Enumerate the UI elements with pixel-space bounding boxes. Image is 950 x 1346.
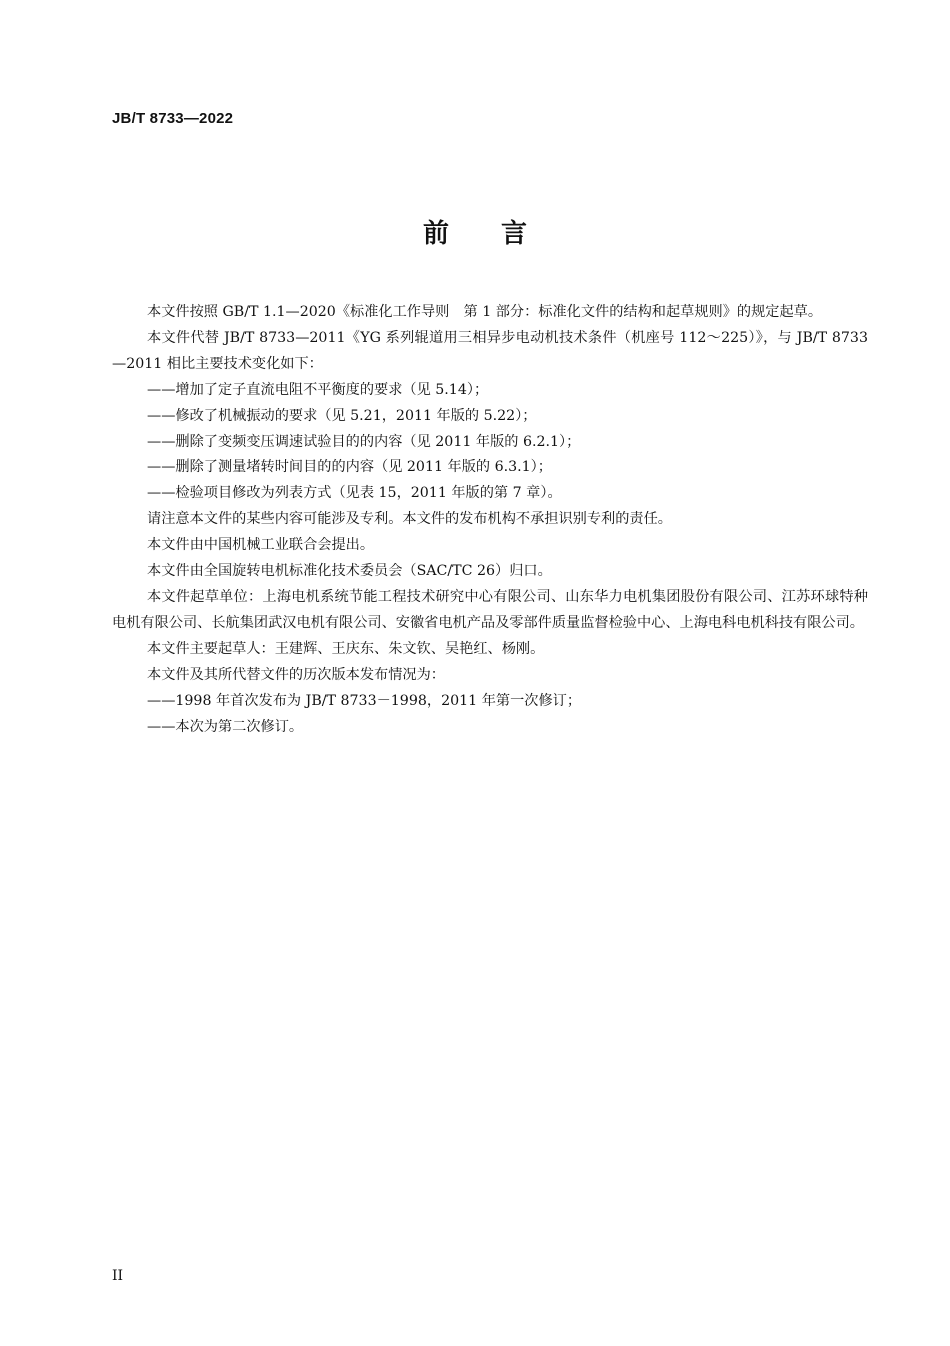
- title-char-1: 前: [422, 219, 449, 249]
- change-item: ——修改了机械振动的要求（见 5.21，2011 年版的 5.22）；: [147, 407, 537, 424]
- paragraph-replacement: 本文件代替 JB/T 8733—2011《YG 系列辊道用三相异步电动机技术条件（机座号 112～225）》，与 JB/T 8733—2011 相比主要技术变化如下：: [112, 329, 868, 372]
- paragraph-patent-notice: 请注意本文件的某些内容可能涉及专利。本文件的发布机构不承担识别专利的责任。: [147, 511, 672, 528]
- paragraph-version-history: 本文件及其所代替文件的历次版本发布情况为：: [147, 666, 445, 683]
- paragraph-drafters: 本文件主要起草人：王建辉、王庆东、朱文钦、吴艳红、杨刚。: [147, 640, 545, 657]
- history-item: ——本次为第二次修订。: [147, 718, 304, 735]
- change-item: ——增加了定子直流电阻不平衡度的要求（见 5.14）；: [147, 381, 489, 398]
- history-item: ——1998 年首次发布为 JB/T 8733－1998，2011 年第一次修订；: [147, 692, 582, 709]
- foreword-body: [112, 300, 868, 740]
- paragraph-technical-committee: 本文件由全国旋转电机标准化技术委员会（SAC/TC 26）归口。: [147, 563, 552, 580]
- change-item: ——检验项目修改为列表方式（见表 15，2011 年版的第 7 章）。: [147, 485, 562, 502]
- paragraph-drafting-units: 本文件起草单位：上海电机系统节能工程技术研究中心有限公司、山东华力电机集团股份有限公司、江苏环球特种电机有限公司、长航集团武汉电机有限公司、安徽省电机产品及零部件质量监督检验中心、上海电科电机科技有限公司。: [112, 588, 868, 631]
- paragraph-proposer: 本文件由中国机械工业联合会提出。: [147, 537, 375, 554]
- standard-code: JB/T 8733—2022: [112, 110, 234, 127]
- page-number: II: [112, 1268, 124, 1284]
- change-item: ——删除了测量堵转时间目的的内容（见 2011 年版的 6.3.1）；: [147, 459, 552, 476]
- change-item: ——删除了变频变压调速试验目的的内容（见 2011 年版的 6.2.1）；: [147, 433, 581, 450]
- page-title: [0, 213, 950, 250]
- paragraph-drafting-rules: 本文件按照 GB/T 1.1—2020《标准化工作导则 第 1 部分：标准化文件的结构和起草规则》的规定起草。: [147, 304, 823, 320]
- title-char-2: 言: [501, 219, 528, 249]
